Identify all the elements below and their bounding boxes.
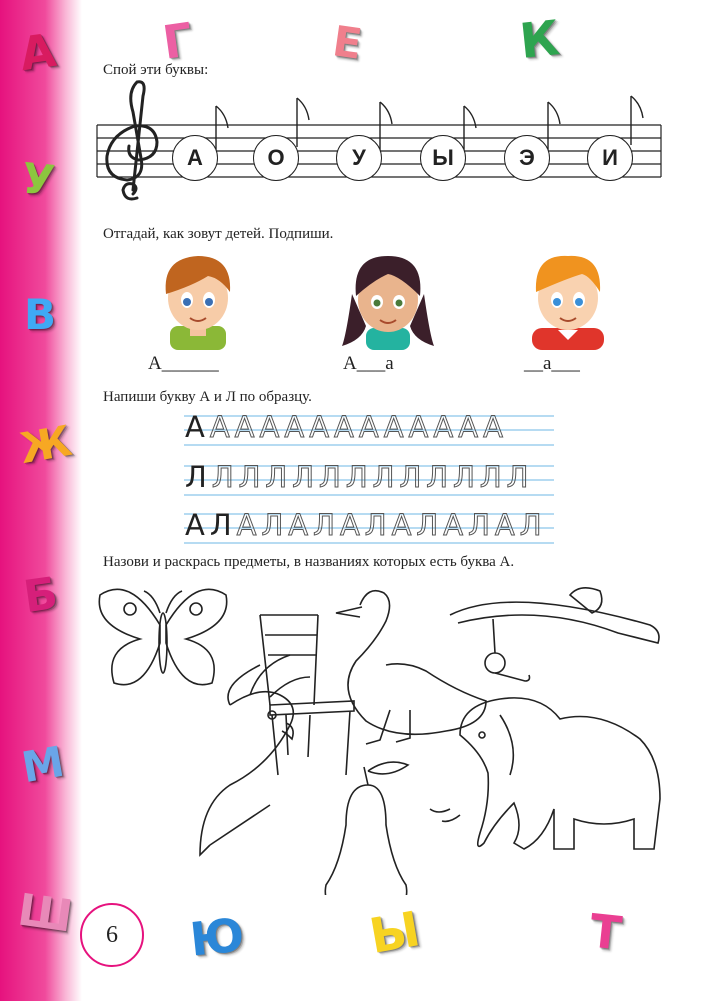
trace-row-al[interactable]	[185, 510, 553, 540]
task3-instruction: Напиши букву А и Л по образцу.	[103, 389, 312, 405]
name-answer-2[interactable]: А___а	[343, 353, 394, 374]
coloring-pictures	[90, 575, 690, 895]
note-letter-y: Ы	[420, 135, 466, 181]
trace-dotted-letters: ЛЛЛЛЛЛЛЛЛЛЛЛ	[211, 460, 534, 494]
parrot-icon	[200, 655, 310, 855]
decor-letter-a: А	[16, 22, 60, 82]
child-boy-1-image	[152, 250, 242, 350]
trace-sample: АЛ	[185, 508, 237, 542]
child-girl-image	[338, 250, 438, 350]
trace-dotted-letters: АЛАЛАЛАЛАЛАЛ	[236, 508, 547, 542]
name-answer-1[interactable]: А______	[148, 353, 219, 374]
page-number: 6	[80, 903, 144, 967]
decor-letter-yu: Ю	[187, 907, 247, 967]
name-answer-3[interactable]: __а___	[524, 353, 580, 374]
decor-letter-zh: Ж	[16, 415, 76, 474]
decor-letter-m: М	[18, 736, 68, 793]
task2-instruction: Отгадай, как зовут детей. Подпиши.	[103, 226, 334, 242]
pink-sidebar	[0, 0, 82, 1001]
fishing-rod-icon	[450, 588, 659, 681]
decor-letter-b: Б	[20, 567, 61, 624]
decor-letter-k: К	[517, 10, 563, 70]
decor-letter-t: Т	[587, 903, 625, 961]
decor-letter-g: Г	[159, 12, 196, 70]
task1-instruction: Спой эти буквы:	[103, 62, 209, 78]
decor-letter-v: В	[24, 290, 57, 339]
trace-sample: Л	[185, 460, 212, 494]
decor-letter-sh: Ш	[14, 884, 76, 943]
child-boy-2-image	[522, 250, 612, 350]
trace-row-a[interactable]	[185, 412, 553, 442]
trace-row-l[interactable]	[185, 462, 553, 492]
note-letter-o: О	[253, 135, 299, 181]
decor-letter-u: У	[19, 153, 57, 206]
trace-dotted-letters: АААААААААААА	[209, 410, 508, 444]
elephant-icon	[430, 698, 660, 849]
task4-instruction: Назови и раскрась предметы, в названиях которых есть буква А.	[103, 554, 515, 570]
note-letter-a: А	[172, 135, 218, 181]
note-letter-e: Э	[504, 135, 550, 181]
decor-letter-e: Е	[329, 16, 365, 69]
trace-sample: А	[185, 410, 210, 444]
pear-icon	[325, 762, 408, 895]
decor-letter-y: Ы	[365, 901, 425, 965]
note-letter-u: У	[336, 135, 382, 181]
note-letter-i: И	[587, 135, 633, 181]
butterfly-icon	[99, 589, 226, 684]
treble-clef-icon	[107, 82, 157, 199]
